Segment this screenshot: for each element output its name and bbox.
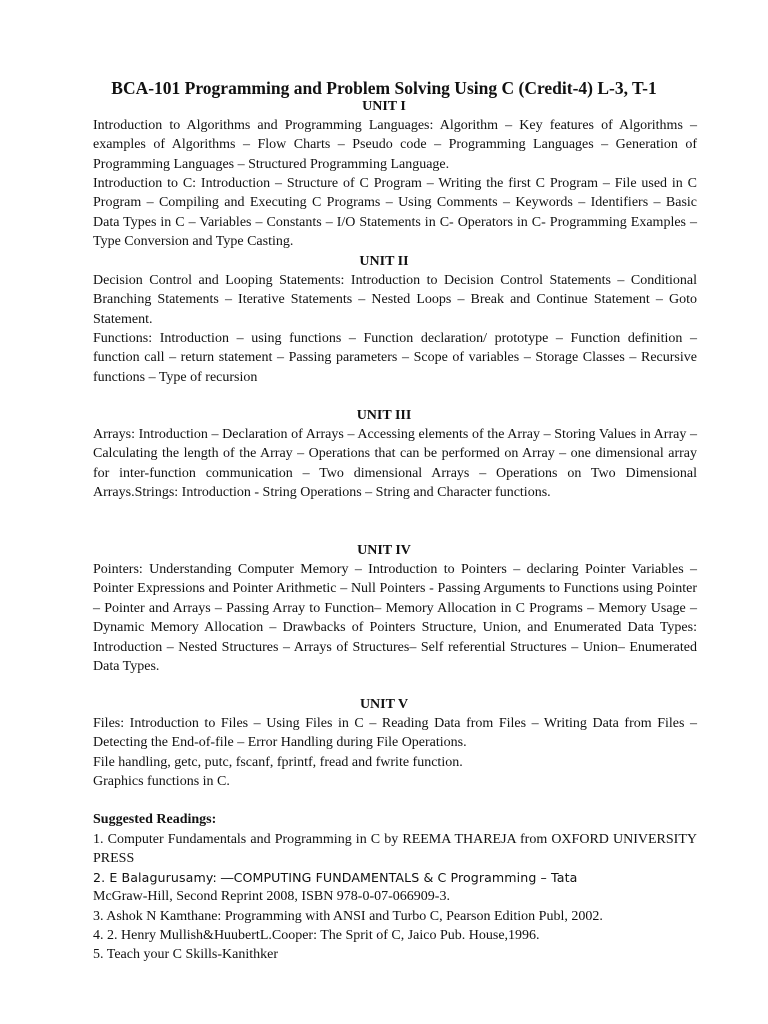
unit-3-heading: UNIT III (356, 408, 412, 423)
reading-item-1: 1. Computer Fundamentals and Programming in C by REEMA THAREJA from OXFORD UNIVERSITY PRESS (93, 832, 697, 867)
unit-1-paragraph-2: Introduction to C: Introduction – Structure of C Program – Writing the first C Program – File used in C Program – Compiling and Executing C Programs – Using Comments – Keywords – Identifiers – Basic Data Types in C – Variables – Constants – I/O Statements in C- Operators in C- Programming Examples – Type Conversion and Type Casting. (93, 176, 697, 250)
unit-3-paragraph-1: Arrays: Introduction – Declaration of Arrays – Accessing elements of the Array – Storing Values in Array – Calculating the length of the Array – Operations that can be performed on Array – one dimensional array for inter-function communication – Two dimensional Arrays – Operations on Two Dimensional Arrays.Strings: Introduction - String Operations – String and Character functions. (93, 427, 697, 501)
unit-2-paragraph-2: Functions: Introduction – using functions – Function declaration/ prototype – Function definition – function call – return statement – Passing parameters – Scope of variables – Storage Classes – Recursive functions – Type of recursion (93, 331, 697, 385)
unit-4-heading: UNIT IV (357, 543, 411, 558)
unit-2-heading: UNIT II (359, 254, 409, 269)
document-title: BCA-101 Programming and Problem Solving Using C (Credit-4) L-3, T-1 (111, 78, 657, 98)
reading-item-2-line-1: 2. E Balagurusamy: ―COMPUTING FUNDAMENTALS & C Programming – Tata (93, 870, 578, 885)
unit-2-paragraph-1: Decision Control and Looping Statements: Introduction to Decision Control Statements – Conditional Branching Statements – Iterative Statements – Nested Loops – Break and Continue Statement – Goto Statement. (93, 273, 697, 327)
reading-item-5: 5. Teach your C Skills-Kanithker (93, 947, 279, 962)
readings-heading: Suggested Readings: (93, 812, 217, 827)
reading-item-3: 3. Ashok N Kamthane: Programming with ANSI and Turbo C, Pearson Edition Publ, 2002. (93, 909, 603, 924)
unit-5-line-3: Graphics functions in C. (93, 774, 230, 789)
unit-1-heading: UNIT I (362, 99, 406, 114)
unit-4-paragraph-1: Pointers: Understanding Computer Memory – Introduction to Pointers – declaring Pointer Variables – Pointer Expressions and Pointer Arithmetic – Null Pointers - Passing Arguments to Functions using Pointer – Pointer and Arrays – Passing Array to Function– Memory Allocation in C Programs – Memory Usage – Dynamic Memory Allocation – Drawbacks of Pointers Structure, Union, and Enumerated Data Types: Introduction – Nested Structures – Arrays of Structures– Self referential Structures – Union– Enumerated Data Types. (93, 562, 697, 675)
reading-item-2-line-2: McGraw-Hill, Second Reprint 2008, ISBN 978-0-07-066909-3. (93, 889, 450, 904)
unit-5-heading: UNIT V (359, 697, 409, 712)
reading-item-4: 4. 2. Henry Mullish&HuubertL.Cooper: The Sprit of C, Jaico Pub. House,1996. (93, 928, 540, 943)
unit-1-paragraph-1: Introduction to Algorithms and Programming Languages: Algorithm – Key features of Algorithms – examples of Algorithms – Flow Charts – Pseudo code – Programming Languages – Generation of Programming Languages – Structured Programming Language. (93, 118, 697, 172)
unit-5-line-2: File handling, getc, putc, fscanf, fprintf, fread and fwrite function. (93, 755, 463, 770)
unit-5-paragraph-1: Files: Introduction to Files – Using Files in C – Reading Data from Files – Writing Data from Files – Detecting the End-of-file – Error Handling during File Operations. (93, 716, 697, 751)
